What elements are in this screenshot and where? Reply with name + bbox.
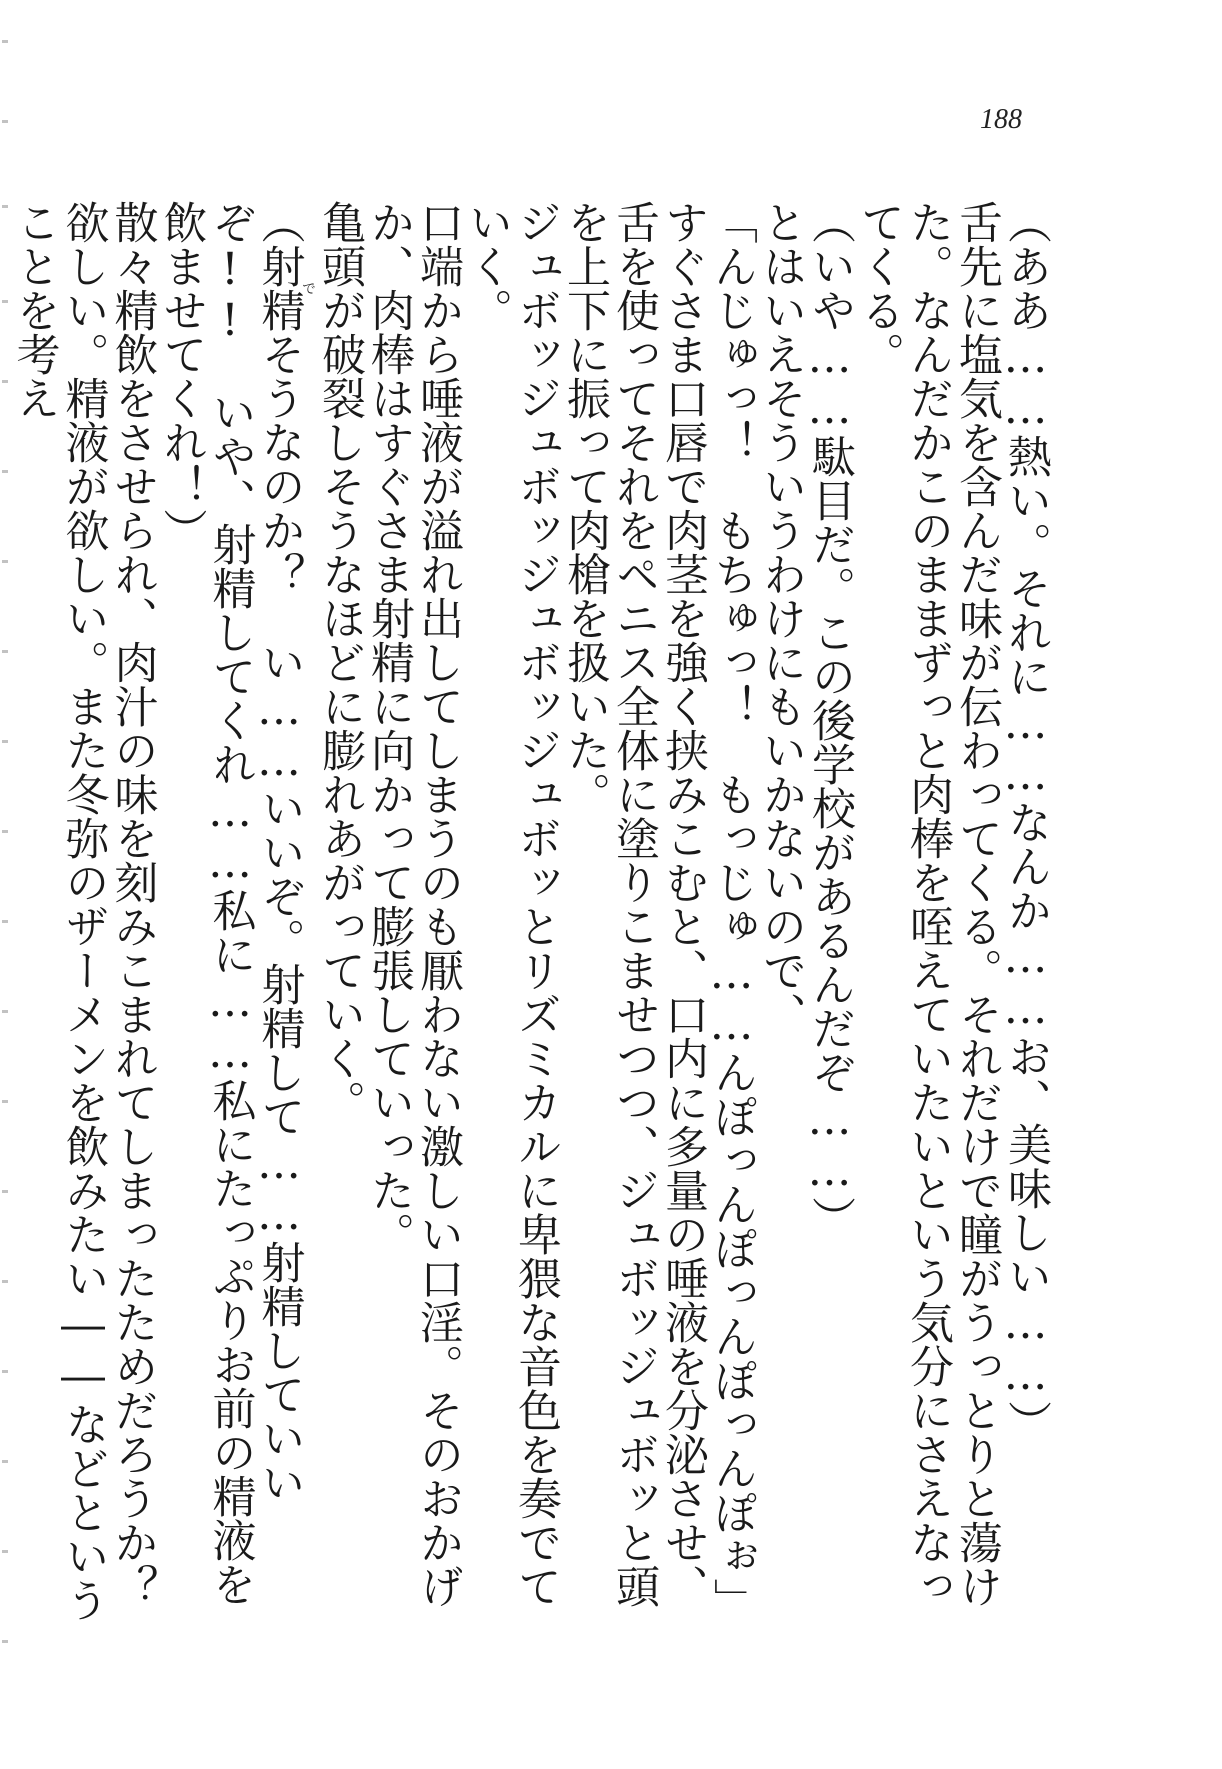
paragraph-6: すぐさま口唇で肉茎を強く挟みこむと、口内に多量の唾液を分泌させ、舌を使ってそれをペニス全体に塗りこませつつ、ジュボッジュボッと頭を上下に振って肉槍を扱いた。 [559, 200, 708, 1608]
paragraph-7: ジュボッジュボッジュボッジュボッとリズミカルに卑猥な音色を奏でていく。 [461, 200, 561, 1608]
ruby-annotation: 射精で [253, 244, 316, 332]
paragraph-3: （いや……駄目だ。この後学校があるんだぞ……） [804, 200, 855, 1240]
paragraph-4: とはいえそういうわけにもいかないので、 [755, 200, 806, 1036]
paragraph-12: 欲しい。精液が欲しい。また冬弥のザーメンを飲みたい――などということを考え [8, 200, 109, 1622]
paragraph-1: （ああ……熱い。それに……なんか……お、美味しい……） [1000, 200, 1051, 1444]
paragraph-10: （射精でそうなのか？ い……いいぞ。射精して……射精していいぞ!! いや、射精してくれ……私に……私にたっぷりお前の精液を飲ませてくれ！） [155, 200, 316, 1606]
paragraph-11: 散々精飲をさせられ、肉汁の味を刻みこまれてしまったためだろうか？ [106, 200, 158, 1608]
paragraph-5: 「んじゅっ！ もちゅっ！ もっじゅ……んぽっんぽっんぽっんぽぉ」 [706, 200, 757, 1622]
paragraph-2: 舌先に塩気を含んだ味が伝わってくる。それだけで瞳がうっとりと蕩けた。なんだかこのままずっと肉棒を咥えていたいという気分にさえなってくる。 [853, 200, 1002, 1608]
page-number: 188 [980, 104, 1022, 135]
vertical-body-text [8, 200, 1051, 1640]
paragraph-9: 亀頭が破裂しそうなほどに膨れあがっていく。 [314, 200, 365, 1124]
paragraph-8: 口端から唾液が溢れ出してしまうのも厭わない激しい口淫。そのおかげか、肉棒はすぐさま射精に向かって膨張していった。 [363, 200, 463, 1608]
ruby-reading: で [300, 244, 316, 332]
